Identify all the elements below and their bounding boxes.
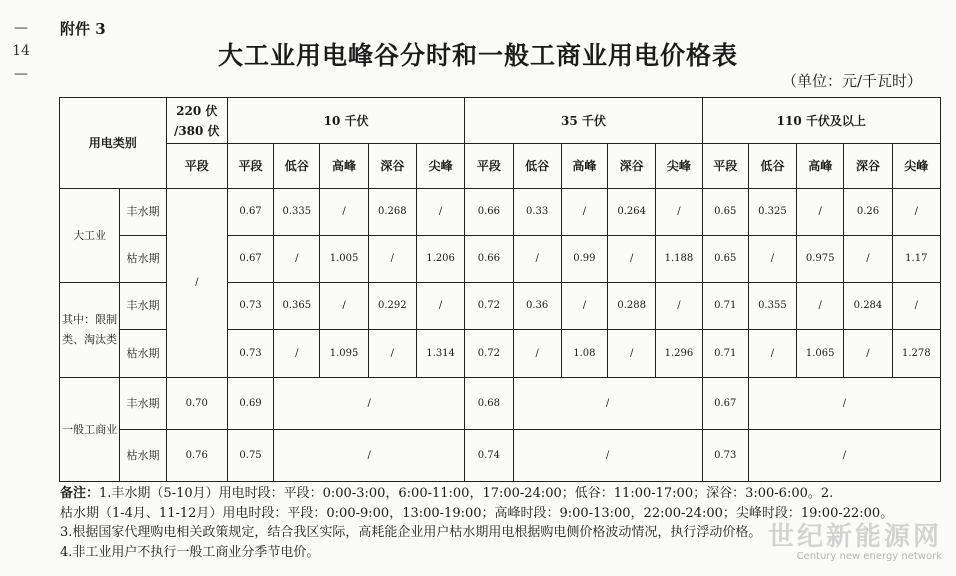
period-header: 低谷 <box>748 144 796 189</box>
price-cell: / <box>320 283 368 330</box>
price-cell: 1.296 <box>656 330 702 378</box>
not-applicable-220v: / <box>166 189 227 378</box>
price-cell: 0.72 <box>465 283 513 330</box>
season-name: 丰水期 <box>120 378 166 430</box>
period-header: 深谷 <box>368 144 416 189</box>
price-cell: 0.73 <box>702 430 748 482</box>
price-cell: / <box>892 283 940 330</box>
price-cell: 0.288 <box>608 283 656 330</box>
price-cell: / <box>416 189 464 236</box>
price-cell: 0.284 <box>844 283 892 330</box>
category-name: 一般工商业 <box>60 378 120 482</box>
price-cell: / <box>797 189 844 236</box>
price-cell: 0.33 <box>513 189 561 236</box>
not-applicable-cell: / <box>748 378 940 430</box>
not-applicable-cell: / <box>274 378 465 430</box>
price-cell: 0.67 <box>702 378 748 430</box>
price-table <box>59 97 941 482</box>
not-applicable-cell: / <box>513 378 702 430</box>
price-cell: / <box>608 236 656 283</box>
document-title: 大工业用电峰谷分时和一般工商业用电价格表 <box>217 41 738 70</box>
note-line-2: 枯水期（1-4月、11-12月）用电时段：平段：0:00-9:00，13:00-19:00；高峰时段：9:00-13:00，22:00-24:00；尖峰时段：19:00-22:00。 <box>60 505 894 521</box>
note-line-4: 4.非工业用户不执行一般工商业分季节电价。 <box>60 544 320 560</box>
price-cell: 0.74 <box>465 430 513 482</box>
price-cell: / <box>656 189 702 236</box>
price-cell: 0.67 <box>227 189 273 236</box>
price-cell: 1.206 <box>416 236 464 283</box>
not-applicable-cell: / <box>748 430 940 482</box>
price-cell: 0.26 <box>844 189 892 236</box>
period-header: 深谷 <box>844 144 892 189</box>
price-cell: 0.355 <box>748 283 796 330</box>
price-cell: 1.314 <box>416 330 464 378</box>
period-header: 平段 <box>166 144 227 189</box>
period-header: 尖峰 <box>892 144 940 189</box>
price-cell: / <box>844 330 892 378</box>
price-cell: / <box>797 283 844 330</box>
table-row <box>60 378 941 430</box>
category-name: 大工业 <box>60 189 120 283</box>
price-cell: / <box>274 330 320 378</box>
price-cell: 1.278 <box>892 330 940 378</box>
price-cell: 0.66 <box>465 236 513 283</box>
period-header: 尖峰 <box>656 144 702 189</box>
price-cell: / <box>561 283 607 330</box>
price-cell: 0.325 <box>748 189 796 236</box>
not-applicable-cell: / <box>274 430 465 482</box>
price-cell: 1.08 <box>561 330 607 378</box>
price-cell: 0.365 <box>274 283 320 330</box>
price-cell: / <box>320 189 368 236</box>
watermark-subtext: Century new energy network <box>796 551 942 562</box>
season-name: 枯水期 <box>120 330 166 378</box>
page-number-value: 14 <box>12 43 30 59</box>
category-header: 用电类别 <box>60 98 167 189</box>
note-line-1: 1.丰水期（5-10月）用电时段：平段：0:00-3:00，6:00-11:00，17:00-24:00；低谷：11:00-17:00；深谷：3:00-6:00。2. <box>99 486 834 501</box>
price-cell: 1.188 <box>656 236 702 283</box>
period-header: 高峰 <box>797 144 844 189</box>
voltage-220-header: 220 伏 /380 伏 <box>166 98 227 144</box>
voltage-110kv-header: 110 千伏及以上 <box>702 98 940 144</box>
price-cell: / <box>368 330 416 378</box>
price-cell: 0.335 <box>274 189 320 236</box>
header-row-periods <box>60 144 941 189</box>
price-cell: / <box>656 283 702 330</box>
price-cell: 0.975 <box>797 236 844 283</box>
price-cell: 0.70 <box>166 378 227 430</box>
price-cell: 0.76 <box>166 430 227 482</box>
price-cell: 0.71 <box>702 330 748 378</box>
price-cell: 0.72 <box>465 330 513 378</box>
attachment-label: 附件 3 <box>60 20 106 38</box>
price-cell: 0.65 <box>702 189 748 236</box>
price-cell: 1.095 <box>320 330 368 378</box>
price-cell: / <box>608 330 656 378</box>
not-applicable-cell: / <box>513 430 702 482</box>
price-cell: 1.17 <box>892 236 940 283</box>
price-cell: 0.73 <box>227 330 273 378</box>
price-cell: 0.65 <box>702 236 748 283</box>
voltage-10kv-header: 10 千伏 <box>227 98 464 144</box>
price-cell: / <box>748 236 796 283</box>
page-number-dash-top: — <box>14 20 28 36</box>
period-header: 平段 <box>702 144 748 189</box>
watermark <box>768 516 942 562</box>
price-cell: 0.268 <box>368 189 416 236</box>
price-cell: 0.99 <box>561 236 607 283</box>
price-cell: 0.73 <box>227 283 273 330</box>
season-name: 丰水期 <box>120 189 166 236</box>
price-cell: / <box>274 236 320 283</box>
price-cell: / <box>748 330 796 378</box>
price-cell: / <box>513 330 561 378</box>
price-cell: 0.36 <box>513 283 561 330</box>
price-cell: 1.005 <box>320 236 368 283</box>
price-cell: 0.75 <box>227 430 273 482</box>
price-cell: / <box>416 283 464 330</box>
tou-table-body <box>60 189 941 378</box>
price-cell: / <box>892 189 940 236</box>
price-cell: 0.69 <box>227 378 273 430</box>
season-name: 枯水期 <box>120 236 166 283</box>
price-cell: 0.71 <box>702 283 748 330</box>
page-number-dash-bottom: — <box>14 66 28 82</box>
price-cell: 0.66 <box>465 189 513 236</box>
price-cell: 0.68 <box>465 378 513 430</box>
header-row-voltage <box>60 98 941 144</box>
category-name: 其中：限制类、淘汰类 <box>60 283 120 378</box>
price-cell: 0.264 <box>608 189 656 236</box>
price-cell: 0.67 <box>227 236 273 283</box>
table-row <box>60 189 941 236</box>
unit-label: （单位：元/千瓦时） <box>781 72 922 90</box>
period-header: 平段 <box>465 144 513 189</box>
period-header: 高峰 <box>320 144 368 189</box>
period-header: 低谷 <box>274 144 320 189</box>
period-header: 低谷 <box>513 144 561 189</box>
price-cell: 1.065 <box>797 330 844 378</box>
price-cell: / <box>513 236 561 283</box>
period-header: 深谷 <box>608 144 656 189</box>
watermark-text: 世纪新能源网 <box>767 522 942 552</box>
notes-label: 备注： <box>60 486 100 501</box>
price-cell: 0.292 <box>368 283 416 330</box>
table-row <box>60 430 941 482</box>
general-table-body <box>60 378 941 482</box>
price-cell: / <box>561 189 607 236</box>
season-name: 丰水期 <box>120 283 166 330</box>
note-line-3: 3.根据国家代理购电相关政策规定，结合我区实际，高耗能企业用户枯水期用电根据购电侧价格波动情况，执行浮动价格。 <box>60 525 762 540</box>
period-header: 平段 <box>227 144 273 189</box>
price-cell: / <box>368 236 416 283</box>
voltage-35kv-header: 35 千伏 <box>465 98 702 144</box>
season-name: 枯水期 <box>120 430 166 482</box>
period-header: 高峰 <box>561 144 607 189</box>
period-header: 尖峰 <box>416 144 464 189</box>
price-cell: / <box>844 236 892 283</box>
